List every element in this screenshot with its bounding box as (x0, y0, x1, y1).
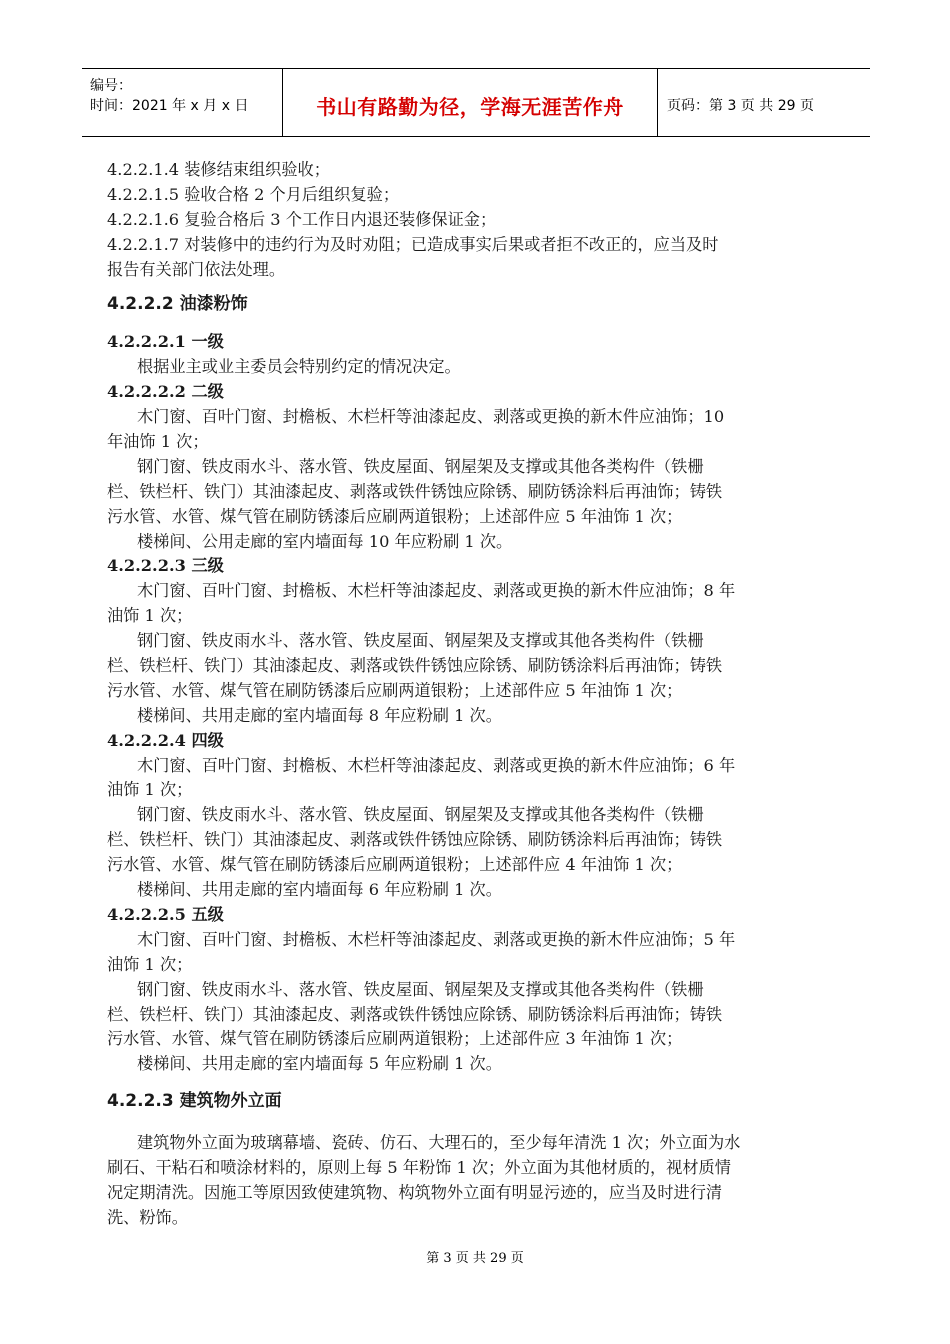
level-5-line: 木门窗、百叶门窗、封檐板、木栏杆等油漆起皮、剥落或更换的新木件应油饰；5 年 (137, 929, 736, 949)
level-5-line: 油饰 1 次； (107, 954, 193, 974)
level-4-line: 栏、铁栏杆、铁门）其油漆起皮、剥落或铁件锈蚀应除锈、刷防锈涂料后再油饰；铸铁 (107, 830, 723, 850)
document-body (107, 158, 843, 1231)
motto-text: 书山有路勤为径，学海无涯苦作舟 (316, 95, 624, 119)
level-1-title: 4.2.2.2.1 一级 (107, 332, 224, 352)
level-2-line: 栏、铁栏杆、铁门）其油漆起皮、剥落或铁件锈蚀应除锈、刷防锈涂料后再油饰；铸铁 (107, 481, 723, 501)
date-label: 时间：2021 年 x 月 x 日 (90, 98, 249, 114)
header-motto-cell (282, 69, 658, 136)
level-3-line: 油饰 1 次； (107, 606, 193, 626)
facade-line: 况定期清洗。因施工等原因致使建筑物、构筑物外立面有明显污迹的，应当及时进行清 (107, 1182, 723, 1202)
header-right-cell (657, 69, 870, 136)
level-5-line: 污水管、水管、煤气管在刷防锈漆后应刷两道银粉；上述部件应 3 年油饰 1 次； (107, 1029, 683, 1049)
facade-line: 洗、粉饰。 (107, 1207, 188, 1227)
level-4-line: 污水管、水管、煤气管在刷防锈漆后应刷两道银粉；上述部件应 4 年油饰 1 次； (107, 855, 683, 875)
level-2-line: 木门窗、百叶门窗、封檐板、木栏杆等油漆起皮、剥落或更换的新木件应油饰；10 (137, 407, 725, 427)
level-3-line: 楼梯间、共用走廊的室内墙面每 8 年应粉刷 1 次。 (137, 705, 502, 725)
clause-4-2-2-1-6: 4.2.2.1.6 复验合格后 3 个工作日内退还装修保证金； (107, 209, 497, 229)
clause-4-2-2-1-7-cont: 报告有关部门依法处理。 (107, 259, 286, 279)
level-4-title: 4.2.2.2.4 四级 (107, 730, 224, 750)
level-4-line: 钢门窗、铁皮雨水斗、落水管、铁皮屋面、钢屋架及支撑或其他各类构件（铁栅 (137, 805, 704, 825)
level-5-line: 栏、铁栏杆、铁门）其油漆起皮、剥落或铁件锈蚀应除锈、刷防锈涂料后再油饰；铸铁 (107, 1004, 723, 1024)
level-3-line: 污水管、水管、煤气管在刷防锈漆后应刷两道银粉；上述部件应 5 年油饰 1 次； (107, 680, 683, 700)
level-1-text: 根据业主或业主委员会特别约定的情况决定。 (137, 357, 461, 377)
level-4-line: 油饰 1 次； (107, 780, 193, 800)
facade-line: 刷石、干粘石和喷涂材料的，原则上每 5 年粉饰 1 次；外立面为其他材质的，视材质情 (107, 1158, 731, 1178)
level-4-line: 楼梯间、共用走廊的室内墙面每 6 年应粉刷 1 次。 (137, 880, 502, 900)
level-5-line: 楼梯间、共用走廊的室内墙面每 5 年应粉刷 1 次。 (137, 1054, 502, 1074)
clause-4-2-2-1-7: 4.2.2.1.7 对装修中的违约行为及时劝阻；已造成事实后果或者拒不改正的，应当及时 (107, 234, 719, 254)
level-2-line: 钢门窗、铁皮雨水斗、落水管、铁皮屋面、钢屋架及支撑或其他各类构件（铁栅 (137, 456, 704, 476)
section-title-paint: 4.2.2.2 油漆粉饰 (107, 294, 248, 315)
document-number-label: 编号： (90, 78, 132, 94)
clause-4-2-2-1-5: 4.2.2.1.5 验收合格 2 个月后组织复验； (107, 184, 400, 204)
page-footer: 第 3 页 共 29 页 (426, 1251, 524, 1266)
level-5-line: 钢门窗、铁皮雨水斗、落水管、铁皮屋面、钢屋架及支撑或其他各类构件（铁栅 (137, 979, 704, 999)
level-3-line: 栏、铁栏杆、铁门）其油漆起皮、剥落或铁件锈蚀应除锈、刷防锈涂料后再油饰；铸铁 (107, 656, 723, 676)
page-info: 页码：第 3 页 共 29 页 (667, 98, 814, 114)
level-2-title: 4.2.2.2.2 二级 (107, 382, 224, 402)
facade-line: 建筑物外立面为玻璃幕墙、瓷砖、仿石、大理石的，至少每年清洗 1 次；外立面为水 (137, 1133, 741, 1153)
section-title-facade: 4.2.2.3 建筑物外立面 (107, 1091, 282, 1112)
level-2-line: 污水管、水管、煤气管在刷防锈漆后应刷两道银粉；上述部件应 5 年油饰 1 次； (107, 506, 683, 526)
page-header (82, 68, 870, 137)
level-3-line: 木门窗、百叶门窗、封檐板、木栏杆等油漆起皮、剥落或更换的新木件应油饰；8 年 (137, 581, 736, 601)
level-5-title: 4.2.2.2.5 五级 (107, 904, 224, 924)
level-2-line: 年油饰 1 次； (107, 432, 209, 452)
level-2-line: 楼梯间、公用走廊的室内墙面每 10 年应粉刷 1 次。 (137, 531, 513, 551)
level-3-title: 4.2.2.2.3 三级 (107, 556, 224, 576)
level-4-line: 木门窗、百叶门窗、封檐板、木栏杆等油漆起皮、剥落或更换的新木件应油饰；6 年 (137, 755, 736, 775)
level-3-line: 钢门窗、铁皮雨水斗、落水管、铁皮屋面、钢屋架及支撑或其他各类构件（铁栅 (137, 631, 704, 651)
clause-4-2-2-1-4: 4.2.2.1.4 装修结束组织验收； (107, 160, 330, 179)
header-left-cell (82, 69, 282, 136)
